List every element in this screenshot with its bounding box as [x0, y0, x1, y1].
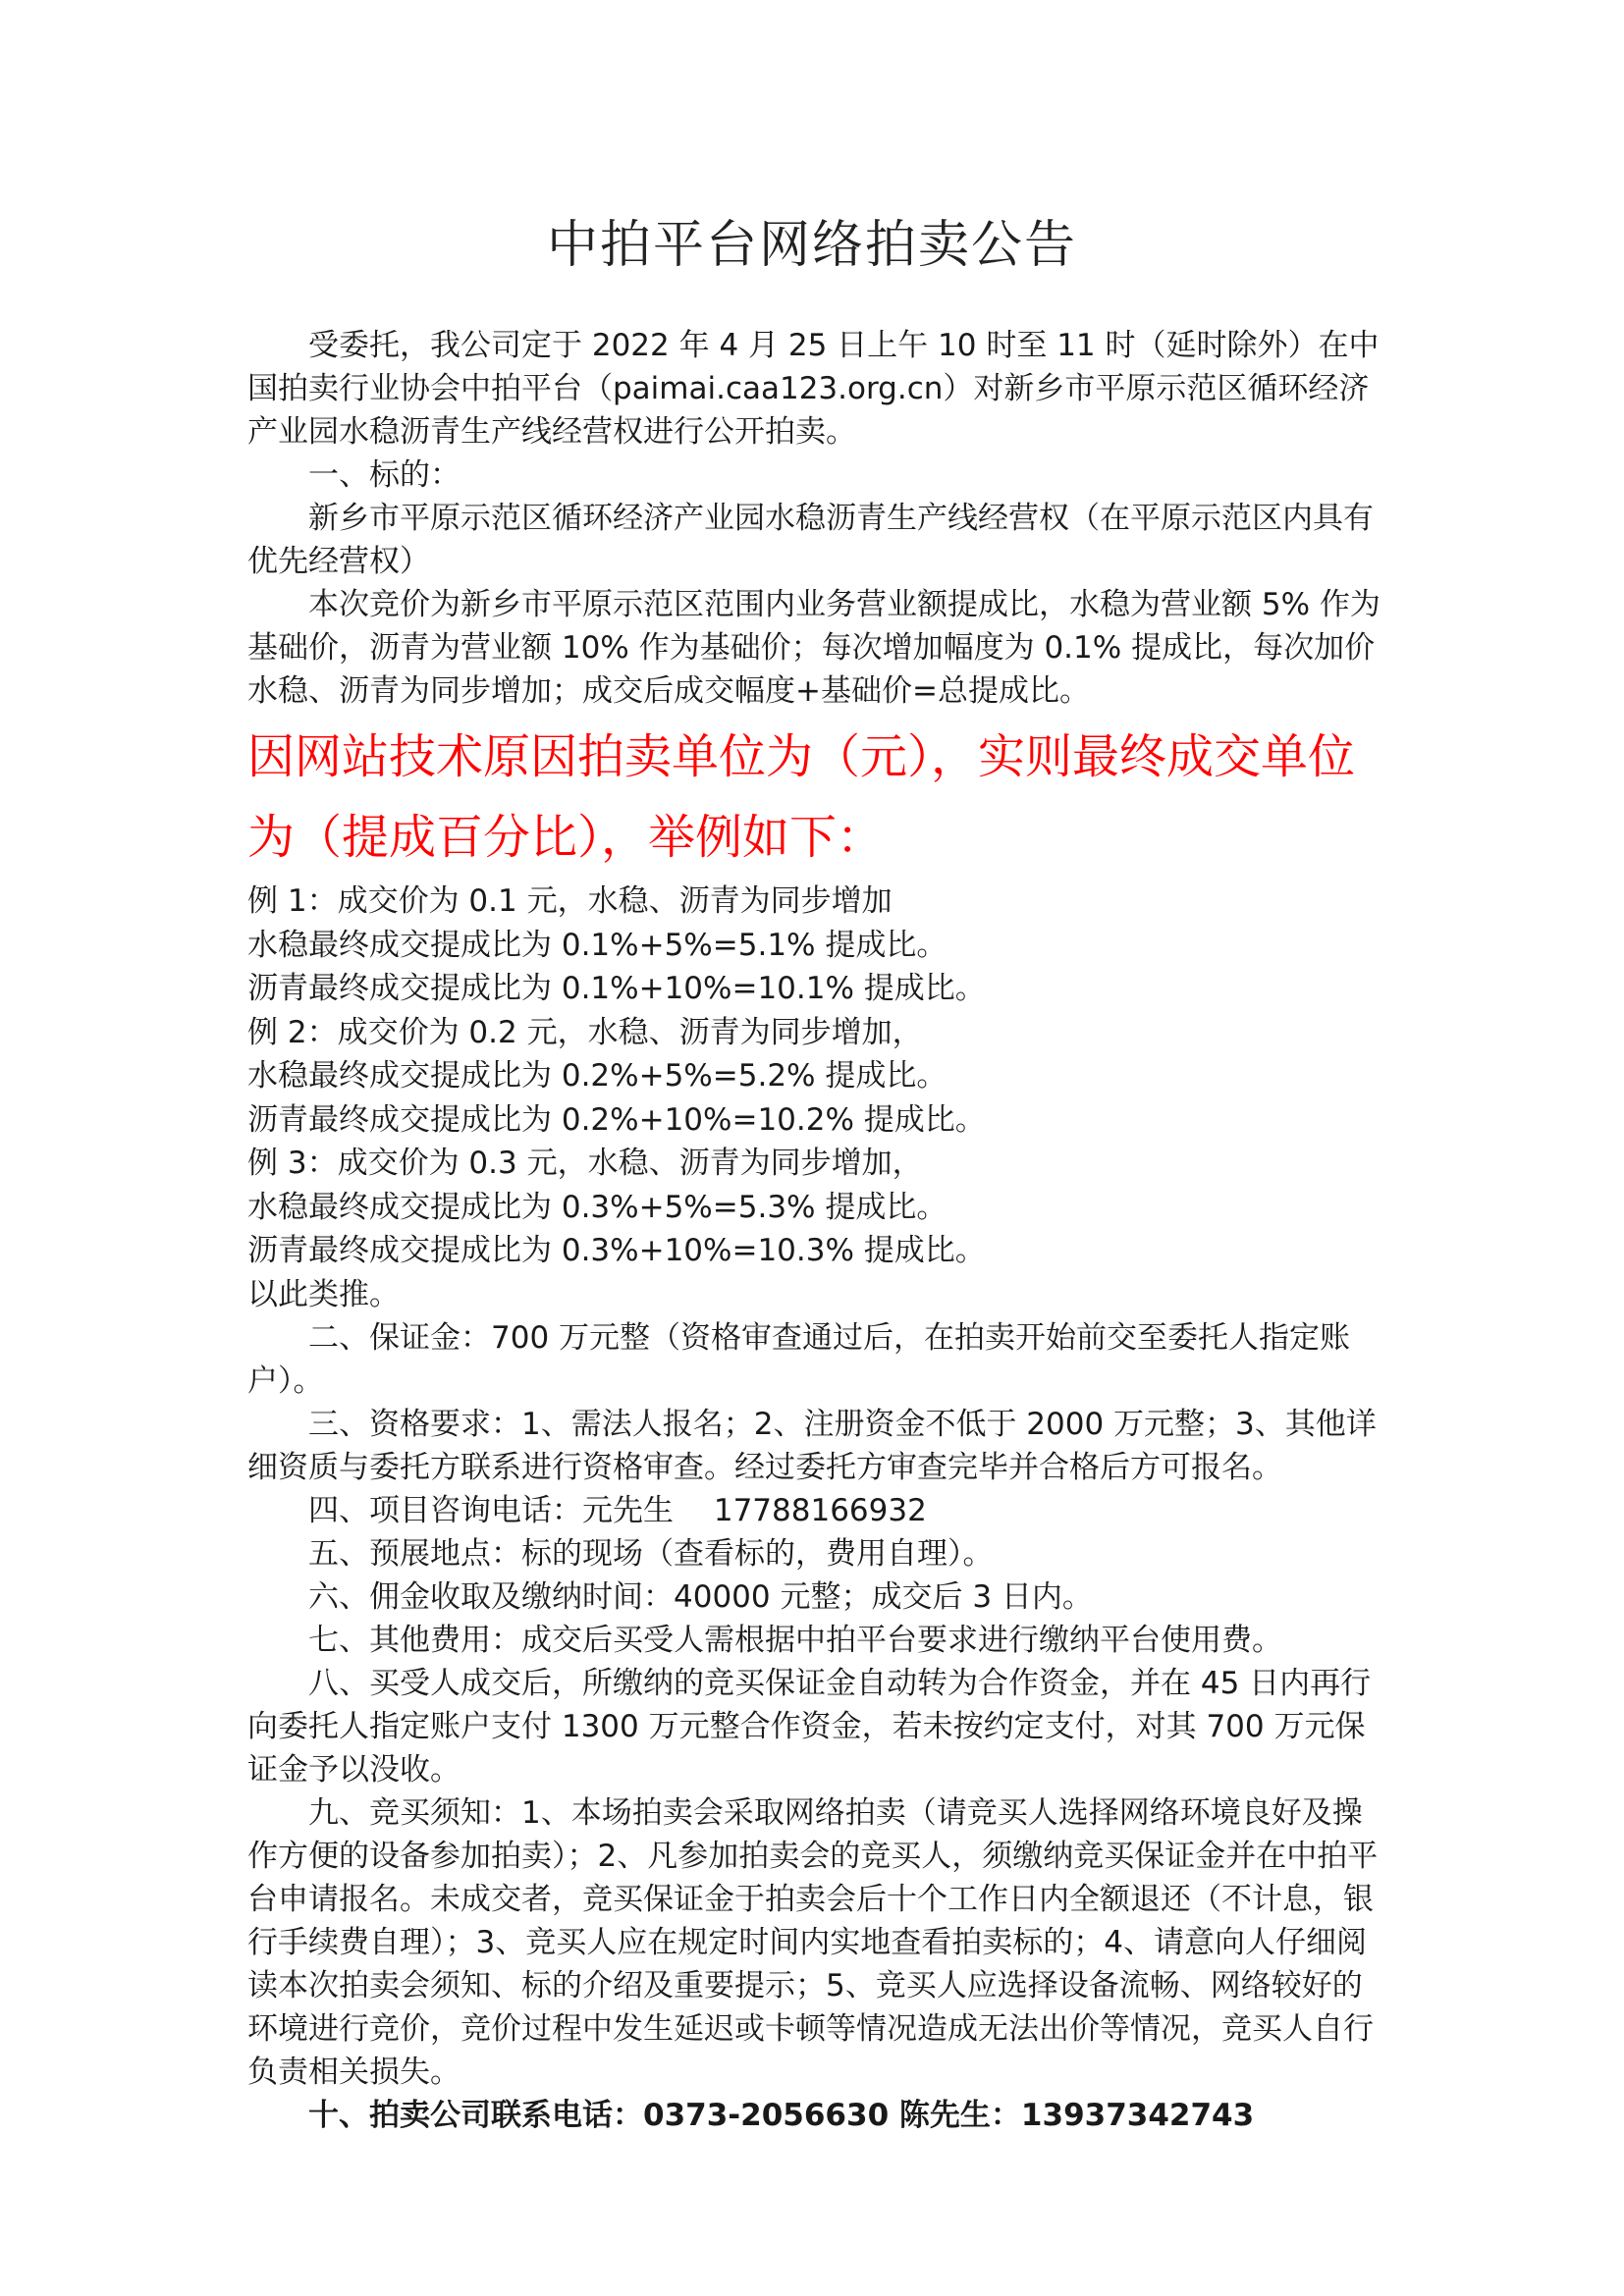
- example-line: 例 2：成交价为 0.2 元，水稳、沥青为同步增加，: [247, 1014, 923, 1050]
- section-2-deposit: 二、保证金：700 万元整（资格审查通过后，在拍卖开始前交至委托人指定账户）。: [247, 1320, 1351, 1399]
- announcement-body: [247, 324, 1386, 2137]
- section-1-heading: 一、标的：: [308, 457, 460, 493]
- example-line: 例 3：成交价为 0.3 元，水稳、沥青为同步增加，: [247, 1146, 923, 1181]
- section-7-other-fees: 七、其他费用：成交后买受人需根据中拍平台要求进行缴纳平台使用费。: [308, 1623, 1282, 1658]
- page-title: 中拍平台网络拍卖公告: [546, 216, 1077, 275]
- example-line: 沥青最终成交提成比为 0.2%+10%=10.2% 提成比。: [247, 1101, 986, 1138]
- section-4-consult-phone: 四、项目咨询电话：元先生 17788166932: [308, 1493, 927, 1528]
- section-8-buyer-terms: 八、买受人成交后，所缴纳的竞买保证金自动转为合作资金，并在 45 日内再行向委托人指定账户支付 1300 万元整合作资金，若未按约定支付，对其 700 万元保证金予以没收。: [247, 1666, 1372, 1788]
- section-3-qualifications: 三、资格要求：1、需法人报名；2、注册资金不低于 2000 万元整；3、其他详细资质与委托方联系进行资格审查。经过委托方审查完毕并合格后方可报名。: [247, 1407, 1377, 1485]
- red-unit-notice: 因网站技术原因拍卖单位为（元），实则最终成交单位为（提成百分比），举例如下：: [247, 729, 1356, 865]
- example-line: 以此类推。: [247, 1276, 400, 1312]
- intro-paragraph: 受委托，我公司定于 2022 年 4 月 25 日上午 10 时至 11 时（延时除外）在中国拍卖行业协会中拍平台（paimai.caa123.org.cn）对新乡市平原示范区循环经济产业园水稳沥青生产线经营权进行公开拍卖。: [247, 328, 1380, 450]
- section-1-subject: 新乡市平原示范区循环经济产业园水稳沥青生产线经营权（在平原示范区内具有优先经营权）: [247, 501, 1374, 579]
- example-line: 沥青最终成交提成比为 0.1%+10%=10.1% 提成比。: [247, 971, 986, 1006]
- examples-list: [247, 880, 1386, 1316]
- section-5-preview-location: 五、预展地点：标的现场（查看标的，费用自理）。: [308, 1536, 994, 1572]
- section-1-pricing: 本次竞价为新乡市平原示范区范围内业务营业额提成比，水稳为营业额 5% 作为基础价，沥青为营业额 10% 作为基础价；每次增加幅度为 0.1% 提成比，每次加价水稳、沥青为同步增加；成交后成交幅度+基础价=总提成比。: [247, 587, 1380, 709]
- section-9-bidding-notice: 九、竞买须知：1、本场拍卖会采取网络拍卖（请竞买人选择网络环境良好及操作方便的设备参加拍卖）；2、凡参加拍卖会的竞买人，须缴纳竞买保证金并在中拍平台申请报名。未成交者，竞买保证金于拍卖会后十个工作日内全额退还（不计息，银行手续费自理）；3、竞买人应在规定时间内实地查看拍卖标的；4、请意向人仔细阅读本次拍卖会须知、标的介绍及重要提示；5、竞买人应选择设备流畅、网络较好的环境进行竞价，竞价过程中发生延迟或卡顿等情况造成无法出价等情况，竞买人自行负责相关损失。: [247, 1795, 1379, 2090]
- example-line: 沥青最终成交提成比为 0.3%+10%=10.3% 提成比。: [247, 1233, 986, 1268]
- section-6-commission: 六、佣金收取及缴纳时间：40000 元整；成交后 3 日内。: [308, 1579, 1093, 1615]
- example-line: 水稳最终成交提成比为 0.1%+5%=5.1% 提成比。: [247, 927, 947, 963]
- example-line: 例 1：成交价为 0.1 元，水稳、沥青为同步增加: [247, 883, 893, 919]
- example-line: 水稳最终成交提成比为 0.3%+5%=5.3% 提成比。: [247, 1189, 947, 1225]
- section-10-contact: 十、拍卖公司联系电话：0373-2056630 陈先生：13937342743: [308, 2098, 1255, 2133]
- example-line: 水稳最终成交提成比为 0.2%+5%=5.2% 提成比。: [247, 1058, 947, 1094]
